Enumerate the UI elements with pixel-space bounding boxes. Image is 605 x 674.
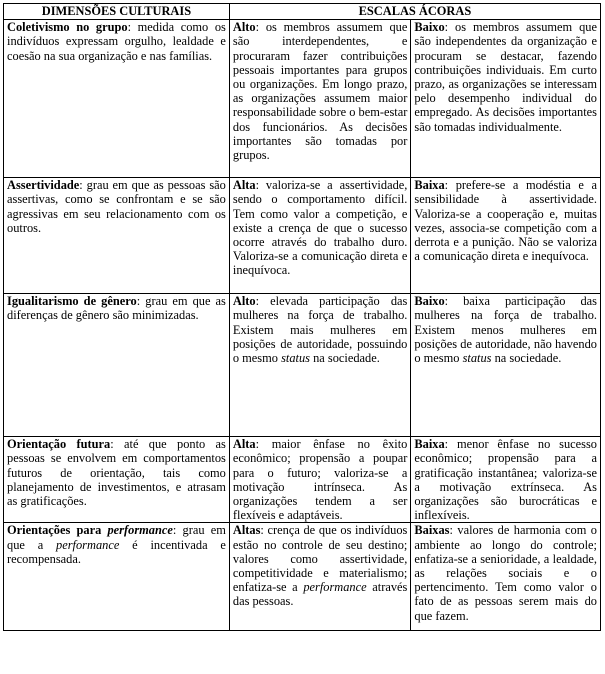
dimension-text: : grau em que a xyxy=(7,523,226,552)
high-text: : maior ênfase no êxito econômico; propensão a poupar para o futuro; valoriza-se a motivação intrínseca. As organizações tendem a ser flexíveis e adaptáveis. xyxy=(232,437,408,523)
table-row xyxy=(4,437,601,523)
high-label: Alta xyxy=(232,178,256,193)
low-scale-cell xyxy=(411,437,601,523)
high-scale-cell xyxy=(229,523,411,631)
dimension-text: : até que ponto as pessoas se envolvem em comportamentos futuros de orientação, tais como planejamento de investimentos, e atrasam as gratificações. xyxy=(7,437,226,509)
dimension-text-end: é incentivada e recompensada. xyxy=(7,537,226,566)
high-text: : os membros assumem que são interdependentes, e procuraram fazer contribuições pessoais importantes para grupos ou organizações. Em longo prazo, as organizações assumem maior responsabilidade sobre o bem-estar dos funcionários. As decisões importantes são tomadas por grupos. xyxy=(232,20,408,163)
low-label: Baixa xyxy=(414,178,445,193)
high-text: : crença de que os indivíduos estão no controle de seu destino; valores como assertividade, competitividade e materialismo; enfatiza-se a xyxy=(232,523,408,595)
high-label: Alta xyxy=(232,437,256,452)
dimension-cell xyxy=(4,294,230,437)
dimension-text: : grau em que as diferenças de gênero são minimizadas. xyxy=(7,294,226,323)
low-scale-cell xyxy=(411,20,601,178)
header-scales: ESCALAS ÁCORAS xyxy=(229,4,600,20)
dimension-cell xyxy=(4,523,230,631)
header-row xyxy=(4,4,601,20)
dimension-term: Assertividade xyxy=(7,178,80,193)
table-row xyxy=(4,523,601,631)
dimension-italic-term: performance xyxy=(56,537,120,552)
high-scale-cell xyxy=(229,294,411,437)
dimension-term xyxy=(7,523,173,537)
dimension-term-start: Orientações para xyxy=(7,523,108,538)
high-label: Alto xyxy=(232,294,256,309)
table-row xyxy=(4,20,601,178)
low-italic-term: status xyxy=(462,351,492,366)
dimension-term: Orientação futura xyxy=(7,437,111,452)
dimension-text: : medida como os indivíduos expressam orgulho, lealdade e coesão na sua organização e nas famílias. xyxy=(7,20,226,63)
dimension-term: Coletivismo no grupo xyxy=(7,20,128,35)
low-scale-cell xyxy=(411,178,601,294)
high-label: Alto xyxy=(232,20,256,35)
dimension-text: : grau em que as pessoas são assertivas, como se confrontam e se são agressivas em seu relacionamento com os outros. xyxy=(7,178,226,235)
low-text: : prefere-se a modéstia e a sensibilidade à assertividade. Valoriza-se a cooperação e, muitas vezes, associa-se competição com a derrota e a punição. Não se valoriza a comunicação direta e inequívoca. xyxy=(414,178,597,264)
dimension-term: Igualitarismo de gênero xyxy=(7,294,137,309)
dimension-cell xyxy=(4,20,230,178)
high-text-end: na sociedade. xyxy=(309,351,380,366)
header-dimensions: DIMENSÕES CULTURAIS xyxy=(4,4,230,20)
high-text-end: através das pessoas. xyxy=(232,580,408,609)
table-row xyxy=(4,178,601,294)
dimension-term-italic: performance xyxy=(107,523,173,538)
high-italic-term: status xyxy=(281,351,310,366)
high-scale-cell xyxy=(229,437,411,523)
low-scale-cell xyxy=(411,523,601,631)
low-label: Baixo xyxy=(414,20,445,35)
low-text: : os membros assumem que são independentes da organização e procuram se destacar, fazendo contribuições individuais. Em curto prazo, as organizações se interessam pelo desempenho individual do empregado. As decisões importantes são tomadas individualmente. xyxy=(414,20,597,134)
low-scale-cell xyxy=(411,294,601,437)
low-label: Baixa xyxy=(414,437,445,452)
high-label: Altas xyxy=(232,523,261,538)
high-text: : valoriza-se a assertividade, sendo o comportamento difícil. Tem como valor a competição, e existe a crença de que o sucesso ocorre através do trabalho duro. Valoriza-se a comunicação direta e inequívoca. xyxy=(232,178,408,278)
high-italic-term: performance xyxy=(303,580,367,595)
low-text-end: na sociedade. xyxy=(491,351,562,366)
high-text: : elevada participação das mulheres na força de trabalho. Existem mais mulheres em posições de autoridade, possuindo o mesmo xyxy=(232,294,408,366)
low-label: Baixas xyxy=(414,523,450,538)
cultural-dimensions-table xyxy=(3,3,601,631)
low-text: : valores de harmonia com o ambiente ao longo do controle; enfatiza-se a senioridade, a lealdade, as relações sociais e o pertencimento. Tem como valor o fato de as pessoas serem mais do que fazem. xyxy=(414,523,597,623)
high-scale-cell xyxy=(229,20,411,178)
low-text: : menor ênfase no sucesso econômico; propensão para a gratificação instantânea; valoriza-se a motivação extrínseca. As organizações são burocráticas e inflexíveis. xyxy=(414,437,597,523)
dimension-cell xyxy=(4,437,230,523)
high-scale-cell xyxy=(229,178,411,294)
dimension-cell xyxy=(4,178,230,294)
low-text: : baixa participação das mulheres na força de trabalho. Existem menos mulheres em posições de autoridade, não havendo o mesmo xyxy=(414,294,597,366)
table-row xyxy=(4,294,601,437)
low-label: Baixo xyxy=(414,294,445,309)
